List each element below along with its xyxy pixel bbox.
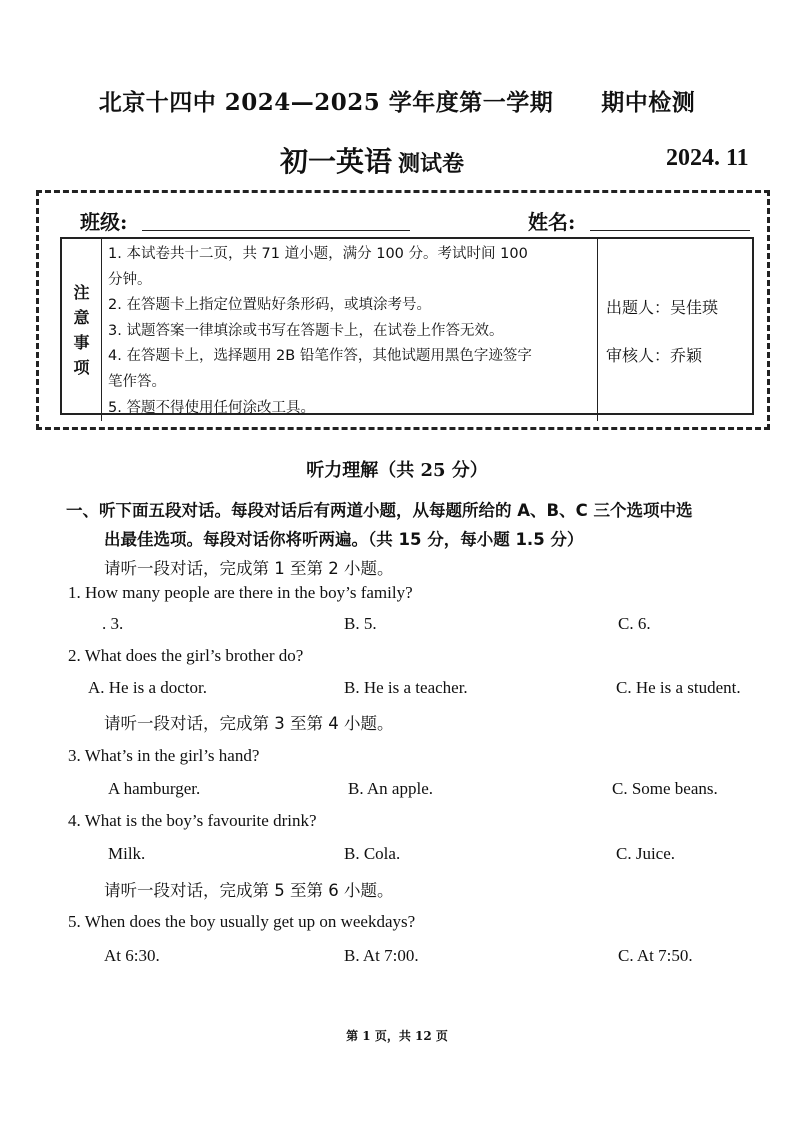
- rule-line: 4. 在答题卡上，选择题用 2B 铅笔作答，其他试题用黑色字迹签字: [108, 348, 532, 365]
- section-title: 听力理解（共 25 分）: [306, 460, 488, 481]
- class-field[interactable]: [142, 208, 410, 231]
- reviewer-line: 审核人：乔颖: [606, 346, 703, 365]
- exam-title-suffix: 期中检测: [601, 89, 696, 116]
- part-instruction-1: 一、听下面五段对话。每段对话后有两道小题，从每题所给的 A、B、C 三个选项中选: [66, 501, 693, 520]
- q4-option-a[interactable]: Milk.: [108, 844, 146, 863]
- dialog-instruction-1: 请听一段对话，完成第 1 至第 2 小题。: [104, 559, 394, 578]
- question-4: 4. What is the boy’s favourite drink?: [68, 811, 317, 830]
- subject-subtitle: 测试卷: [398, 151, 465, 177]
- question-3: 3. What’s in the girl’s hand?: [68, 746, 260, 765]
- q5-option-a[interactable]: At 6:30.: [104, 946, 160, 965]
- q5-option-b[interactable]: B. At 7:00.: [344, 946, 419, 965]
- q1-option-b[interactable]: B. 5.: [344, 614, 377, 633]
- q4-option-b[interactable]: B. Cola.: [344, 844, 401, 863]
- rule-line: 1. 本试卷共十二页，共 71 道小题，满分 100 分。考试时间 100: [108, 246, 528, 262]
- page-footer: 第 1 页，共 12 页: [346, 1029, 448, 1043]
- q1-option-c[interactable]: C. 6.: [618, 614, 651, 633]
- dialog-instruction-2: 请听一段对话，完成第 3 至第 4 小题。: [104, 714, 394, 733]
- notice-char: 意: [73, 308, 90, 328]
- name-label: 姓名:: [528, 210, 576, 234]
- notice-table: [60, 237, 754, 415]
- notice-char: 事: [73, 333, 90, 353]
- subject-name: 初一英语: [280, 145, 393, 178]
- rule-line: 分钟。: [108, 271, 152, 288]
- dialog-instruction-3: 请听一段对话，完成第 5 至第 6 小题。: [104, 881, 394, 900]
- question-5: 5. When does the boy usually get up on weekdays?: [68, 912, 416, 931]
- exam-title: [0, 84, 794, 117]
- part-instruction-2: 出最佳选项。每段对话你将听两遍。（共 15 分，每小题 1.5 分）: [104, 530, 584, 549]
- q2-option-c[interactable]: C. He is a student.: [616, 678, 741, 697]
- question-2: 2. What does the girl’s brother do?: [68, 646, 304, 665]
- question-1: 1. How many people are there in the boy’s family?: [68, 583, 413, 602]
- notice-rules: [102, 239, 598, 421]
- exam-title-main: 北京十四中 2024—2025 学年度第一学期: [98, 89, 554, 116]
- rule-line: 5. 答题不得使用任何涂改工具。: [108, 399, 315, 416]
- author-line: 出题人：吴佳瑛: [606, 298, 719, 317]
- q2-option-a[interactable]: A. He is a doctor.: [88, 678, 207, 697]
- notice-char: 注: [73, 283, 90, 303]
- staff-cell: [598, 239, 752, 421]
- notice-char: 项: [73, 358, 90, 378]
- q1-option-a[interactable]: . 3.: [102, 614, 124, 633]
- name-field[interactable]: [590, 208, 750, 231]
- q5-option-c[interactable]: C. At 7:50.: [618, 946, 693, 965]
- class-label: 班级:: [80, 210, 128, 234]
- q4-option-c[interactable]: C. Juice.: [616, 844, 676, 863]
- notice-heading: [62, 239, 102, 421]
- q3-option-b[interactable]: B. An apple.: [348, 779, 433, 798]
- rule-line: 3. 试题答案一律填涂或书写在答题卡上，在试卷上作答无效。: [108, 322, 504, 339]
- subject-title: [280, 140, 464, 180]
- rule-line: 2. 在答题卡上指定位置贴好条形码，或填涂考号。: [108, 297, 431, 314]
- q3-option-a[interactable]: A hamburger.: [108, 779, 201, 798]
- exam-date: 2024. 11: [666, 145, 749, 171]
- rule-line: 笔作答。: [108, 373, 166, 390]
- q2-option-b[interactable]: B. He is a teacher.: [344, 678, 468, 697]
- q3-option-c[interactable]: C. Some beans.: [612, 779, 718, 798]
